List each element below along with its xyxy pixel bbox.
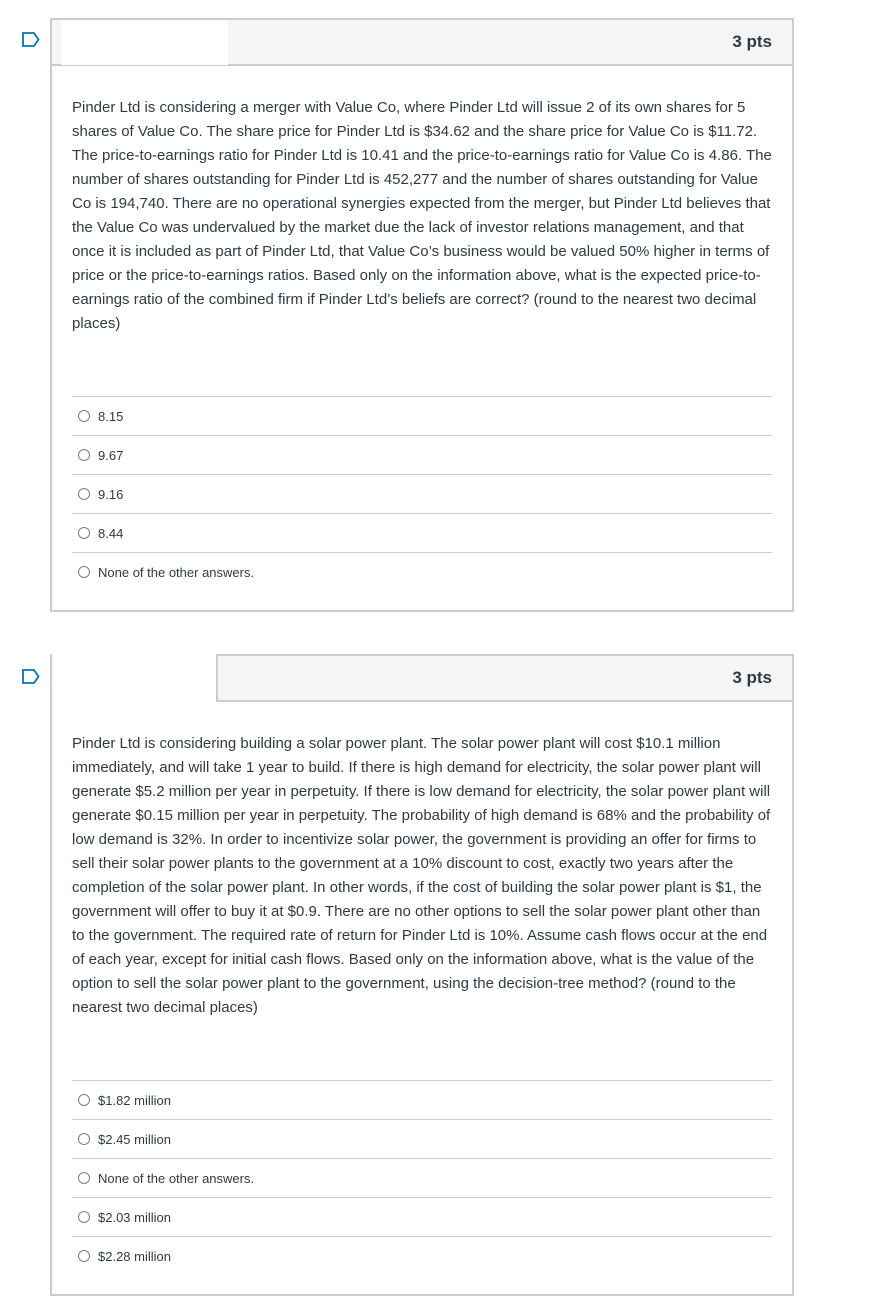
answer-label: $2.45 million xyxy=(98,1131,171,1147)
answer-label: 9.16 xyxy=(98,486,124,502)
answer-option[interactable] xyxy=(72,1081,772,1120)
answer-option[interactable] xyxy=(72,1159,772,1198)
radio-button[interactable] xyxy=(78,1250,90,1262)
radio-button[interactable] xyxy=(78,488,90,500)
question-1-header xyxy=(52,20,792,66)
answer-option[interactable] xyxy=(72,1198,772,1237)
answer-option[interactable] xyxy=(72,553,772,591)
answer-label: 8.15 xyxy=(98,408,124,424)
question-2-header xyxy=(216,654,792,702)
question-2-answers xyxy=(72,1080,772,1275)
radio-button[interactable] xyxy=(78,527,90,539)
answer-label: $1.82 million xyxy=(98,1092,171,1108)
answer-label: None of the other answers. xyxy=(98,564,255,580)
question-1-title-area xyxy=(61,20,228,66)
answer-label: $2.28 million xyxy=(98,1248,171,1264)
answer-option[interactable] xyxy=(72,514,772,553)
radio-button[interactable] xyxy=(78,566,90,578)
answer-label: $2.03 million xyxy=(98,1209,171,1225)
question-1-text: Pinder Ltd is considering a merger with Value Co, where Pinder Ltd will issue 2 of its own shares for 5 shares of Value Co. The share price for Pinder Ltd is $34.62 and the share price for Value Co is $11.72. The price-to-earnings ratio for Pinder Ltd is 10.41 and the price-to-earnings ratio for Value Co is 4.86. The number of shares outstanding for Pinder Ltd is 452,277 and the number of shares outstanding for Value Co is 194,740. There are no operational synergies expected from the merger, but Pinder Ltd believes that the Value Co was undervalued by the market due the lack of investor relations management, and that once it is included as part of Pinder Ltd, that Value Co’s business would be valued 50% higher in terms of price or the price-to-earnings ratios. Based only on the information above, what is the expected price-to-earnings ratio of the combined firm if Pinder Ltd’s beliefs are correct? (round to the nearest two decimal places) xyxy=(72,99,772,332)
question-2-text: Pinder Ltd is considering building a solar power plant. The solar power plant will cost $10.1 million immediately, and will take 1 year to build. If there is high demand for electricity, the solar power plant will generate $5.2 million per year in perpetuity. If there is low demand for electricity, the solar power plant will generate $0.15 million per year in perpetuity. The probability of high demand is 68% and the probability of low demand is 32%. In order to incentivize solar power, the government is providing an offer for firms to sell their solar power plants to the government at a 10% discount to cost, exactly two years after the completion of the solar power plant. In other words, if the cost of building the solar power plant is $1, the government will offer to buy it at $0.9. There are no other options to sell the solar power plant other than to the government. The required rate of return for Pinder Ltd is 10%. Assume cash flows occur at the end of each year, except for initial cash flows. Based only on the information above, what is the value of the option to sell the solar power plant to the government, using the decision-tree method? (round to the nearest two decimal places) xyxy=(72,735,771,1016)
question-2 xyxy=(50,654,794,1296)
question-1-answers xyxy=(72,396,772,591)
answer-option[interactable] xyxy=(72,1237,772,1275)
flag-question-1-icon[interactable] xyxy=(22,32,40,47)
radio-button[interactable] xyxy=(78,449,90,461)
answer-option[interactable] xyxy=(72,436,772,475)
flag-question-2-icon[interactable] xyxy=(22,669,40,684)
question-1 xyxy=(50,18,794,612)
question-1-points: 3 pts xyxy=(732,32,772,51)
answer-label: 8.44 xyxy=(98,525,124,541)
answer-label: 9.67 xyxy=(98,447,124,463)
answer-label: None of the other answers. xyxy=(98,1170,255,1186)
answer-option[interactable] xyxy=(72,1120,772,1159)
answer-option[interactable] xyxy=(72,397,772,436)
radio-button[interactable] xyxy=(78,410,90,422)
question-2-points: 3 pts xyxy=(732,668,772,687)
radio-button[interactable] xyxy=(78,1133,90,1145)
radio-button[interactable] xyxy=(78,1211,90,1223)
radio-button[interactable] xyxy=(78,1094,90,1106)
answer-option[interactable] xyxy=(72,475,772,514)
radio-button[interactable] xyxy=(78,1172,90,1184)
